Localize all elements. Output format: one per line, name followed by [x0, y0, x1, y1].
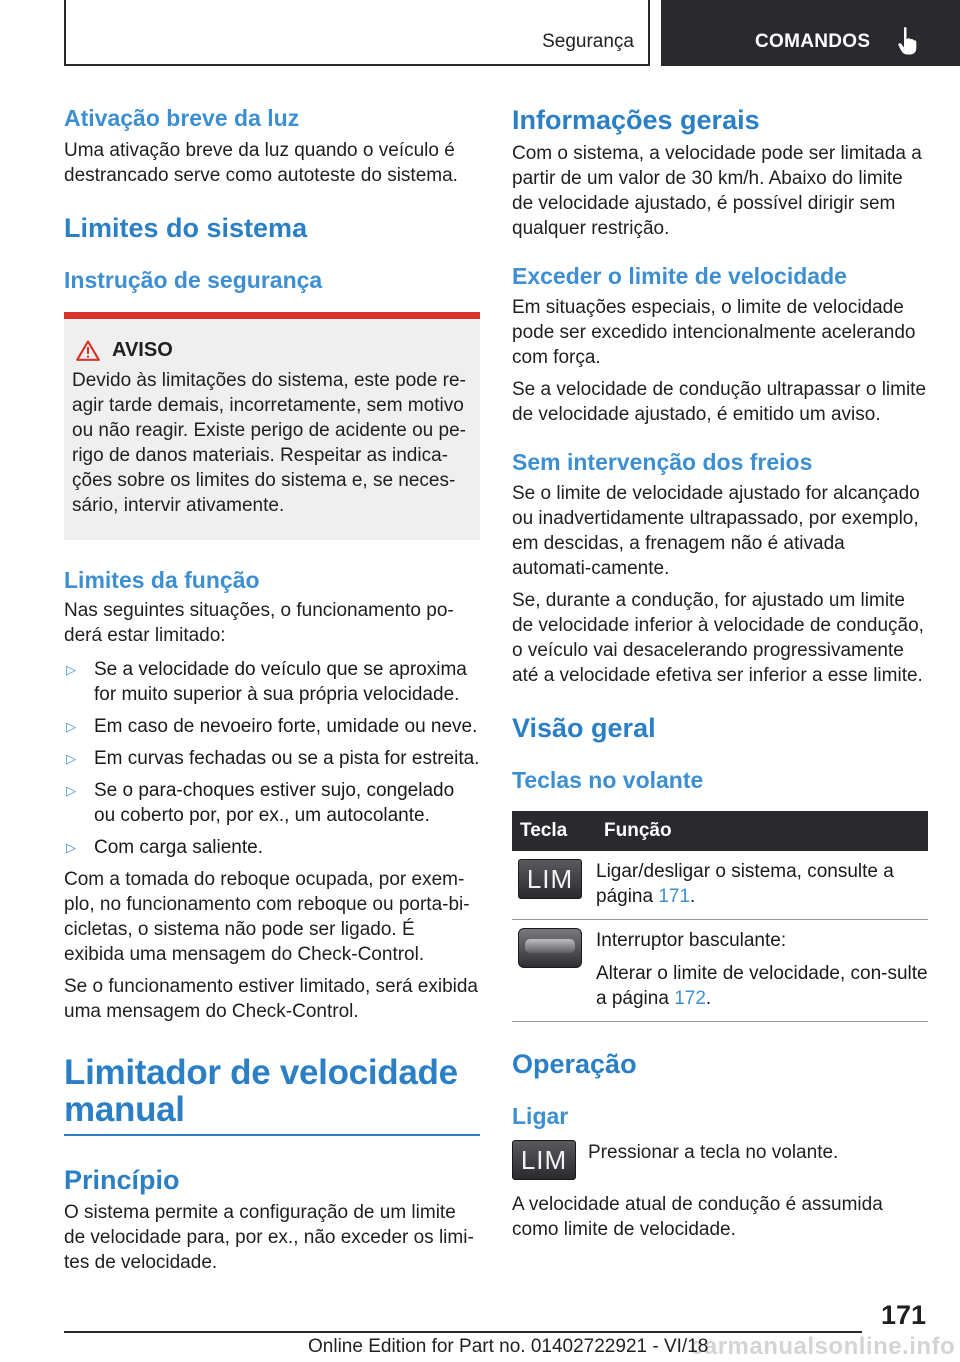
chapter-tab[interactable] [661, 0, 960, 66]
heading-visao-geral: Visão geral [512, 713, 656, 743]
paragraph-ligar-instruction: Pressionar a tecla no volante. [588, 1142, 839, 1163]
paragraph-exceder-2: Se a velocidade de condução ultrapassar o limite de velocidade ajustado, é emitido um aviso. [512, 379, 927, 425]
limits-bullet-list [64, 657, 480, 860]
heading-operacao: Operação [512, 1049, 637, 1079]
heading-instrucao-seguranca: Instrução de segurança [64, 267, 323, 293]
list-item: ▷ Em caso de nevoeiro forte, umidade ou neve. [66, 716, 478, 737]
heading-limites-sistema: Limites do sistema [64, 213, 308, 243]
warning-text: Devido às limitações do sistema, este pode re-agir tarde demais, incorretamente, sem motivo ou não reagir. Existe perigo de acidente ou pe-rigo de danos materiais. Respeitar as indica-ções sobre os limites do sistema e, se neces-sário, intervir ativamente. [72, 370, 466, 516]
bullet-triangle-icon: ▷ [66, 840, 76, 855]
warning-label: AVISO [112, 339, 173, 361]
list-item: ▷ Se o para-choques estiver sujo, congelado ou coberto por, por ex., um autocolante. [66, 780, 455, 826]
chapter-tab-label: COMANDOS [755, 31, 871, 52]
rocker-switch-icon [518, 928, 582, 968]
bullet-triangle-icon: ▷ [66, 751, 76, 766]
page-link-171[interactable]: 171 [658, 886, 691, 907]
chapter-rule [64, 1134, 480, 1136]
right-column [512, 104, 928, 1242]
bullet-triangle-icon: ▷ [66, 719, 76, 734]
paragraph-exceder-1: Em situações especiais, o limite de velocidade pode ser excedido intencionalmente acelerando com força. [512, 297, 916, 368]
warning-triangle-icon [76, 340, 100, 361]
paragraph-freios-1: Se o limite de velocidade ajustado for alcançado ou inadvertidamente ultrapassado, por exemplo, em descidas, a frenagem não é ativada automati-camente. [512, 483, 920, 579]
keys-table [512, 811, 928, 1022]
table-header-function: Função [596, 811, 928, 851]
heading-principio: Princípio [64, 1165, 180, 1195]
heading-sem-intervencao: Sem intervenção dos freios [512, 449, 813, 475]
paragraph-ligar: A velocidade atual de condução é assumida como limite de velocidade. [512, 1194, 883, 1240]
header-box [64, 0, 650, 66]
heading-ativacao-breve: Ativação breve da luz [64, 105, 300, 131]
heading-teclas-volante: Teclas no volante [512, 767, 704, 793]
heading-ligar: Ligar [512, 1103, 569, 1129]
paragraph-principio: O sistema permite a configuração de um limite de velocidade para, por ex., não exceder os limi-tes de velocidade. [64, 1202, 474, 1273]
bullet-triangle-icon: ▷ [66, 662, 76, 677]
heading-informacoes-gerais: Informações gerais [512, 105, 760, 135]
section-title: Segurança [542, 31, 634, 52]
lim-button-icon: LIM [518, 859, 582, 899]
warning-box [64, 312, 480, 540]
list-item: ▷ Em curvas fechadas ou se a pista for estreita. [66, 748, 480, 769]
table-row [512, 920, 928, 1022]
watermark: carmanualsonline.info [690, 1333, 956, 1360]
warning-title [76, 339, 472, 362]
ligar-instruction [512, 1140, 928, 1180]
table-row [512, 851, 928, 920]
table-cell-function: Interruptor basculante: Alterar o limite de velocidade, con-sulte a página 172. [596, 920, 928, 1022]
table-header-row [512, 811, 928, 851]
paragraph-informacoes-gerais: Com o sistema, a velocidade pode ser limitada a partir de um valor de 30 km/h. Abaixo do limite de velocidade ajustado, é possível dirigir sem qualquer restrição. [512, 143, 922, 239]
bullet-triangle-icon: ▷ [66, 783, 76, 798]
paragraph-ativacao-breve: Uma ativação breve da luz quando o veículo é destrancado serve como autoteste do sistema. [64, 140, 458, 186]
list-item: ▷ Com carga saliente. [66, 837, 263, 858]
footer-edition: Online Edition for Part no. 01402722921 - VI/18 [308, 1336, 709, 1357]
list-item: ▷ Se a velocidade do veículo que se aproxima for muito superior à sua própria velocidade. [66, 659, 467, 705]
paragraph-limites-funcao-intro: Nas seguintes situações, o funcionamento po-derá estar limitado: [64, 600, 454, 646]
table-cell-function: Ligar/desligar o sistema, consulte a página 171. [596, 851, 928, 920]
paragraph-funcionamento-limitado: Se o funcionamento estiver limitado, será exibida uma mensagem do Check-Control. [64, 976, 479, 1022]
paragraph-reboque: Com a tomada do reboque ocupada, por exem-plo, no funcionamento com reboque ou porta-bi-cicletas, o sistema não pode ser ligado. É exibida uma mensagem do Check-Control. [64, 869, 470, 965]
left-column [64, 104, 480, 1275]
heading-exceder-limite: Exceder o limite de velocidade [512, 263, 847, 289]
chapter-title: Limitador de velocidade manual [64, 1053, 458, 1129]
pointing-hand-icon [897, 26, 919, 56]
page-number: 171 [880, 1300, 926, 1330]
lim-button-icon: LIM [512, 1140, 576, 1180]
page-link-172[interactable]: 172 [674, 988, 706, 1009]
paragraph-freios-2: Se, durante a condução, for ajustado um limite de velocidade inferior à velocidade de condução, o veículo vai desacelerando progressivamente até a velocidade efetiva ser inferior a esse limite. [512, 590, 924, 686]
heading-limites-funcao: Limites da função [64, 567, 260, 593]
table-header-key: Tecla [512, 811, 596, 851]
